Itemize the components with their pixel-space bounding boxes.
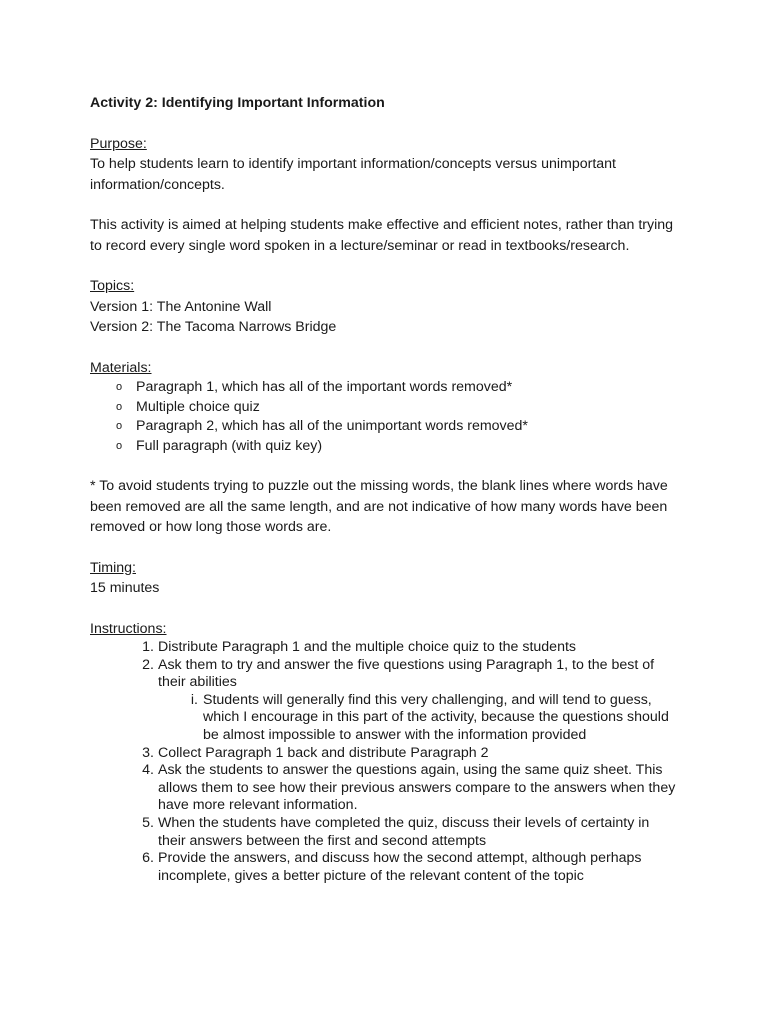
step-number: 4. bbox=[142, 762, 154, 779]
purpose-paragraph-2: This activity is aimed at helping students make effective and efficient notes, rather than trying to record every single word spoken in a lecture/seminar or read in textbooks/research. bbox=[90, 217, 674, 254]
step-number: 1. bbox=[142, 639, 154, 655]
materials-list-item bbox=[116, 417, 680, 437]
substep-text: Students will generally find this very challenging, and will tend to guess, which I encourage in this part of the activity, because the questions should be almost impossible to answer with the information provided bbox=[203, 691, 669, 743]
topic-item: Version 1: The Antonine Wall bbox=[90, 298, 272, 315]
step-text: Collect Paragraph 1 back and distribute Paragraph 2 bbox=[158, 744, 489, 761]
timing-section bbox=[90, 558, 680, 599]
step-number: 6. bbox=[142, 850, 154, 867]
bullet-icon: o bbox=[116, 381, 123, 393]
materials-list-item bbox=[116, 437, 680, 457]
topics-heading: Topics: bbox=[90, 278, 135, 294]
step-text: Distribute Paragraph 1 and the multiple choice quiz to the students bbox=[158, 639, 576, 655]
step-text: Ask the students to answer the questions again, using the same quiz sheet. This allows them to see how their previous answers compare to the answers when they have more relevant information. bbox=[158, 762, 676, 814]
step-text: Ask them to try and answer the five questions using Paragraph 1, to the best of their abilities bbox=[158, 656, 655, 691]
step-text: When the students have completed the quiz, discuss their levels of certainty in their answers between the first and second attempts bbox=[158, 814, 650, 849]
instruction-step bbox=[90, 657, 680, 745]
instruction-step bbox=[90, 745, 680, 763]
purpose-heading: Purpose: bbox=[90, 135, 147, 152]
document-page bbox=[90, 93, 680, 885]
purpose-section bbox=[90, 134, 680, 257]
materials-list-item bbox=[116, 378, 680, 398]
topic-item: Version 2: The Tacoma Narrows Bridge bbox=[90, 319, 337, 335]
instructions-section bbox=[90, 619, 680, 886]
materials-footnote: * To avoid students trying to puzzle out the missing words, the blank lines where words have been removed are all the same length, and are not indicative of how many words have been removed or how long those words are. bbox=[90, 478, 668, 535]
instructions-heading: Instructions: bbox=[90, 620, 167, 637]
bullet-icon: o bbox=[116, 420, 123, 432]
materials-section bbox=[90, 358, 680, 457]
purpose-paragraph-1: To help students learn to identify important information/concepts versus unimportant information/concepts. bbox=[90, 156, 617, 193]
timing-value: 15 minutes bbox=[90, 580, 160, 596]
materials-heading: Materials: bbox=[90, 359, 152, 376]
instruction-substep bbox=[158, 692, 680, 745]
topics-section bbox=[90, 276, 680, 338]
materials-item-text: Multiple choice quiz bbox=[136, 398, 260, 415]
substep-number: i. bbox=[190, 691, 198, 708]
timing-heading: Timing: bbox=[90, 559, 136, 576]
document-title: Activity 2: Identifying Important Information bbox=[90, 95, 385, 111]
step-number: 2. bbox=[142, 656, 154, 673]
instruction-step bbox=[90, 815, 680, 850]
instruction-substeps bbox=[158, 692, 680, 745]
materials-item-text: Paragraph 1, which has all of the important words removed* bbox=[136, 379, 513, 395]
bullet-icon: o bbox=[116, 400, 123, 413]
materials-item-text: Full paragraph (with quiz key) bbox=[136, 437, 323, 454]
step-text: Provide the answers, and discuss how the second attempt, although perhaps incomplete, gives a better picture of the relevant content of the topic bbox=[158, 850, 642, 884]
materials-list bbox=[90, 378, 680, 456]
step-number: 3. bbox=[142, 744, 154, 761]
materials-list-item bbox=[116, 398, 680, 418]
instruction-step bbox=[90, 850, 680, 885]
step-number: 5. bbox=[142, 814, 154, 831]
instruction-step bbox=[90, 762, 680, 815]
instruction-step bbox=[90, 639, 680, 657]
bullet-icon: o bbox=[116, 439, 123, 452]
instructions-list bbox=[90, 639, 680, 885]
materials-item-text: Paragraph 2, which has all of the unimportant words removed* bbox=[136, 418, 528, 434]
